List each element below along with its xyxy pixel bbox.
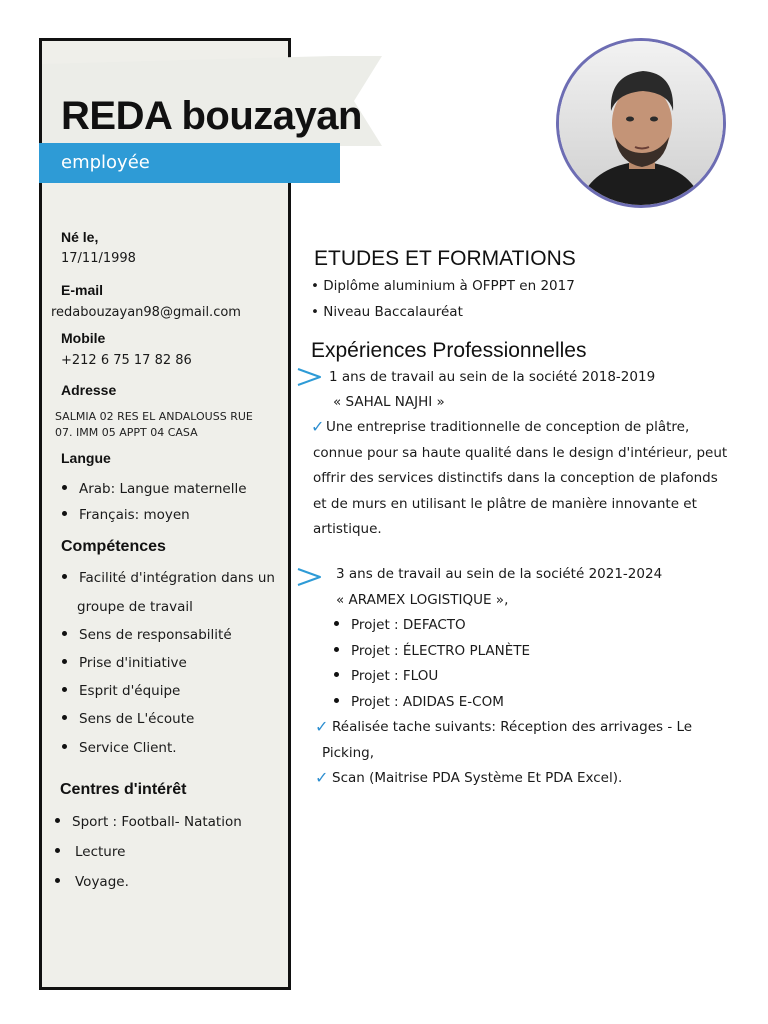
list-item: Sens de L'écoute <box>62 711 194 727</box>
person-role: employée <box>61 152 150 173</box>
task1-line2: Picking, <box>322 745 375 761</box>
list-item: Prise d'initiative <box>62 655 187 671</box>
birth-value: 17/11/1998 <box>61 251 136 266</box>
education-item: • Niveau Baccalauréat <box>311 304 463 320</box>
project-item: Projet : ÉLECTRO PLANÈTE <box>334 643 530 659</box>
education-title: ETUDES ET FORMATIONS <box>314 247 576 270</box>
checkmark-icon: ✓ <box>315 768 329 787</box>
project-item: Projet : FLOU <box>334 668 438 684</box>
chevron-right-icon <box>296 367 322 387</box>
checkmark-icon: ✓ <box>311 417 325 436</box>
job2-line: 3 ans de travail au sein de la société 2021-2024 <box>336 566 663 582</box>
list-item: Sport : Football- Natation <box>55 814 242 830</box>
task1-line1: Réalisée tache suivants: Réception des arrivages - Le <box>332 719 693 735</box>
job2-company: « ARAMEX LOGISTIQUE », <box>336 592 509 608</box>
job1-description: Une entreprise traditionnelle de conception de plâtre, connue pour sa haute qualité dans le design d'intérieur, peut offrir des services distinctifs dans la conception de plafonds et de murs en utilisant le plâtre de manière innovante et artistique. <box>313 419 728 537</box>
mobile-value: +212 6 75 17 82 86 <box>61 353 192 368</box>
list-item: Français: moyen <box>62 507 190 523</box>
languages-title: Langue <box>61 450 111 466</box>
education-item: • Diplôme aluminium à OFPPT en 2017 <box>311 278 575 294</box>
mobile-label: Mobile <box>61 330 106 346</box>
address-line-2: 07. IMM 05 APPT 04 CASA <box>55 426 198 439</box>
person-name: REDA bouzayan <box>61 94 362 138</box>
list-item: Facilité d'intégration dans un <box>62 570 275 586</box>
profile-photo <box>556 38 726 208</box>
email-label: E-mail <box>61 282 104 298</box>
address-line-1: SALMIA 02 RES EL ANDALOUSS RUE <box>55 410 253 423</box>
address-label: Adresse <box>61 382 117 398</box>
list-item: Arab: Langue maternelle <box>62 481 247 497</box>
list-item: Esprit d'équipe <box>62 683 180 699</box>
list-item: Lecture <box>55 844 125 860</box>
project-item: Projet : ADIDAS E-COM <box>334 694 504 710</box>
task2-line: Scan (Maitrise PDA Système Et PDA Excel). <box>332 770 623 786</box>
avatar <box>559 41 723 205</box>
experience-title: Expériences Professionnelles <box>311 339 587 362</box>
email-value[interactable]: redabouzayan98@gmail.com <box>51 305 241 320</box>
chevron-right-icon <box>296 567 322 587</box>
job1-line: 1 ans de travail au sein de la société 2018-2019 <box>329 369 656 385</box>
list-item: Voyage. <box>55 874 129 890</box>
interests-title: Centres d'intérêt <box>60 781 187 798</box>
checkmark-icon: ✓ <box>315 717 329 736</box>
skills-title: Compétences <box>61 538 166 555</box>
list-item: Sens de responsabilité <box>62 627 232 643</box>
job1-company: « SAHAL NAJHI » <box>333 394 445 410</box>
list-item: Service Client. <box>62 740 177 756</box>
list-item-continuation: groupe de travail <box>77 599 193 615</box>
project-item: Projet : DEFACTO <box>334 617 466 633</box>
birth-label: Né le, <box>61 229 99 245</box>
